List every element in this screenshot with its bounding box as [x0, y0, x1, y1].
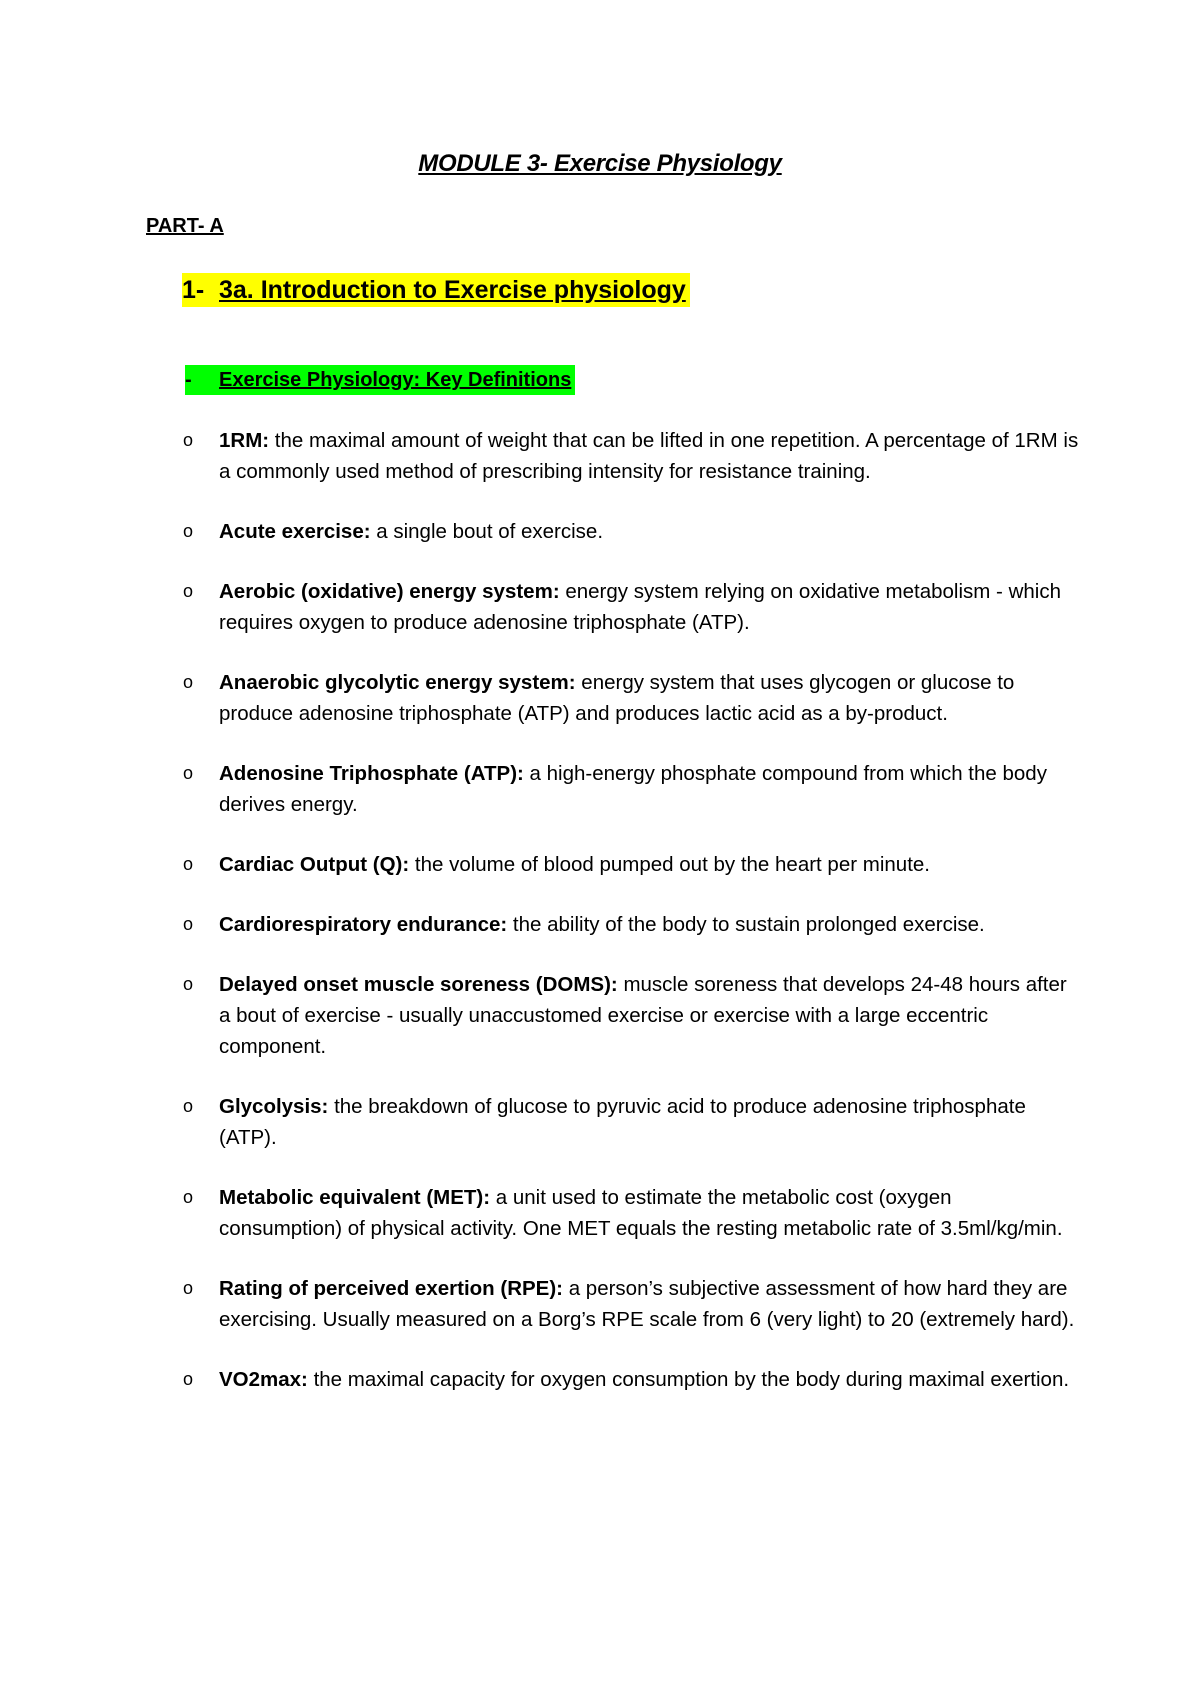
definition-item — [180, 909, 1080, 940]
definition-term: Cardiorespiratory endurance: — [219, 913, 508, 936]
definition-text: the ability of the body to sustain prolonged exercise. — [507, 913, 985, 936]
bullet-icon: o — [183, 854, 194, 874]
definition-term: Glycolysis: — [219, 1095, 329, 1118]
bullet-icon: o — [183, 1278, 194, 1298]
bullet-icon: o — [183, 430, 194, 450]
bullet-icon: o — [183, 763, 194, 783]
definition-item — [180, 576, 1080, 638]
definition-term: Metabolic equivalent (MET): — [219, 1186, 491, 1209]
definition-item — [180, 849, 1080, 880]
bullet-icon: o — [183, 974, 194, 994]
part-heading: PART- A — [146, 215, 224, 237]
subsection-heading — [185, 365, 575, 395]
definition-text: a unit used to estimate the metabolic cost (oxygen consumption) of physical activity. One MET equals the resting metabolic rate of 3.5ml/kg/min. — [219, 1186, 1063, 1240]
definition-item — [180, 1364, 1080, 1395]
definition-text: the maximal capacity for oxygen consumption by the body during maximal exertion. — [307, 1368, 1070, 1391]
definition-term: Rating of perceived exertion (RPE): — [219, 1277, 564, 1300]
definition-term: Aerobic (oxidative) energy system: — [219, 580, 560, 603]
definition-term: VO2max: — [219, 1368, 308, 1391]
definition-text: a person’s subjective assessment of how hard they are exercising. Usually measured on a Borg’s RPE scale from 6 (very light) to 20 (extremely hard). — [219, 1277, 1075, 1331]
section-title: 3a. Introduction to Exercise physiology — [219, 276, 686, 304]
definition-item — [180, 516, 1080, 547]
definition-text: the breakdown of glucose to pyruvic acid to produce adenosine triphosphate (ATP). — [219, 1095, 1026, 1149]
definition-text: energy system that uses glycogen or glucose to produce adenosine triphosphate (ATP) and produces lactic acid as a by-product. — [219, 671, 1015, 725]
definition-item — [180, 667, 1080, 729]
definition-term: Delayed onset muscle soreness (DOMS): — [219, 973, 618, 996]
definition-text: muscle soreness that develops 24-48 hours after a bout of exercise - usually unaccustomed exercise or exercise with a large eccentric component. — [219, 973, 1067, 1058]
bullet-icon: o — [183, 1187, 194, 1207]
page-title: MODULE 3- Exercise Physiology — [418, 150, 782, 177]
definition-term: Anaerobic glycolytic energy system: — [219, 671, 576, 694]
definition-text: the volume of blood pumped out by the heart per minute. — [409, 853, 930, 876]
definition-item — [180, 1091, 1080, 1153]
section-heading — [182, 273, 690, 307]
definition-term: Cardiac Output (Q): — [219, 853, 410, 876]
bullet-icon: o — [183, 914, 194, 934]
definition-item — [180, 425, 1080, 487]
definition-item — [180, 758, 1080, 820]
bullet-icon: o — [183, 1096, 194, 1116]
subsection-bullet: - — [185, 369, 192, 391]
bullet-icon: o — [183, 581, 194, 601]
definition-text: energy system relying on oxidative metabolism - which requires oxygen to produce adenosine triphosphate (ATP). — [219, 580, 1061, 634]
subsection-title: Exercise Physiology: Key Definitions — [219, 369, 572, 391]
definition-item — [180, 1182, 1080, 1244]
definition-text: a single bout of exercise. — [370, 520, 604, 543]
section-number: 1- — [182, 276, 205, 304]
definition-term: Acute exercise: — [219, 520, 371, 543]
definition-text: a high-energy phosphate compound from which the body derives energy. — [219, 762, 1047, 816]
definition-list — [180, 425, 1080, 1424]
bullet-icon: o — [183, 1369, 194, 1389]
definition-item — [180, 1273, 1080, 1335]
definition-term: Adenosine Triphosphate (ATP): — [219, 762, 524, 785]
definition-item — [180, 969, 1080, 1062]
definition-term: 1RM: — [219, 429, 270, 452]
definition-text: the maximal amount of weight that can be lifted in one repetition. A percentage of 1RM is a commonly used method of prescribing intensity for resistance training. — [219, 429, 1079, 483]
bullet-icon: o — [183, 672, 194, 692]
bullet-icon: o — [183, 521, 194, 541]
